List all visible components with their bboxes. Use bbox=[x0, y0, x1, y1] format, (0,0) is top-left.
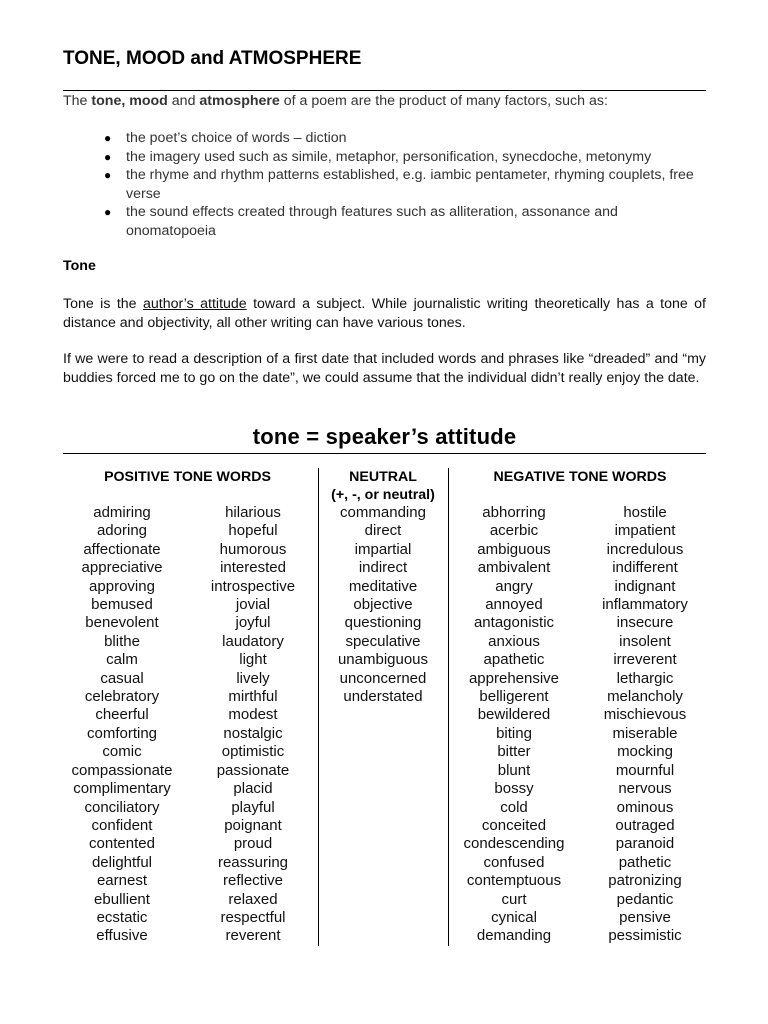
tone-word: angry bbox=[495, 577, 533, 595]
tone-word: jovial bbox=[235, 596, 271, 614]
tone-word: lively bbox=[236, 669, 270, 687]
neutral-words-column bbox=[318, 504, 448, 706]
tone-word: reassuring bbox=[217, 853, 289, 871]
tone-word: insolent bbox=[619, 632, 671, 650]
tone-word: paranoid bbox=[615, 835, 675, 853]
page-title: TONE, MOOD and ATMOSPHERE bbox=[63, 48, 362, 69]
list-item: ● the rhyme and rhythm patterns established, e.g. iambic pentameter, rhyming couplets, free verse bbox=[104, 167, 694, 202]
tone-word: ebullient bbox=[94, 890, 150, 908]
tone-word: melancholy bbox=[607, 688, 683, 706]
tone-word: ambivalent bbox=[477, 559, 551, 577]
tone-word: confused bbox=[483, 853, 545, 871]
tone-word: anxious bbox=[488, 632, 540, 650]
tone-word: demanding bbox=[476, 927, 552, 945]
tone-word: curt bbox=[501, 890, 527, 908]
tone-word: calm bbox=[106, 651, 138, 669]
tone-equation-heading: tone = speaker’s attitude bbox=[252, 424, 517, 449]
tone-word: apprehensive bbox=[468, 669, 560, 687]
tone-word: speculative bbox=[345, 632, 421, 650]
tone-word: appreciative bbox=[81, 559, 163, 577]
tone-word: proud bbox=[233, 835, 273, 853]
tone-word: indirect bbox=[358, 559, 408, 577]
tone-word: conceited bbox=[481, 816, 547, 834]
tone-word: blithe bbox=[104, 632, 140, 650]
tone-word: understated bbox=[343, 688, 423, 706]
tone-word: affectionate bbox=[83, 540, 161, 558]
tone-word: incredulous bbox=[606, 540, 684, 558]
authors-attitude-term: author’s attitude bbox=[142, 296, 247, 312]
tone-word: direct bbox=[364, 522, 402, 540]
tone-word: belligerent bbox=[479, 688, 549, 706]
tone-word: casual bbox=[100, 669, 144, 687]
tone-word: compassionate bbox=[71, 761, 173, 779]
tone-word: playful bbox=[231, 798, 275, 816]
title-divider bbox=[63, 90, 706, 91]
tone-word: earnest bbox=[96, 872, 148, 890]
tone-word: approving bbox=[89, 577, 155, 595]
tone-word: contemptuous bbox=[466, 872, 562, 890]
tone-word: impatient bbox=[614, 522, 676, 540]
tone-word: indignant bbox=[614, 577, 676, 595]
tone-word: reverent bbox=[225, 927, 281, 945]
factor-list bbox=[63, 129, 706, 240]
tone-word: cheerful bbox=[95, 706, 149, 724]
tone-word: biting bbox=[496, 724, 532, 742]
tone-word: reflective bbox=[222, 872, 284, 890]
tone-word: questioning bbox=[344, 614, 422, 632]
tone-word: annoyed bbox=[485, 596, 543, 614]
tone-word: bossy bbox=[494, 780, 534, 798]
tone-word: introspective bbox=[210, 577, 296, 595]
tone-word: lethargic bbox=[616, 669, 674, 687]
tone-word: miserable bbox=[612, 724, 678, 742]
tone-word: bemused bbox=[91, 596, 153, 614]
tone-word: unambiguous bbox=[337, 651, 429, 669]
tone-word: pessimistic bbox=[608, 927, 682, 945]
tone-word: nostalgic bbox=[223, 724, 283, 742]
tone-word: ominous bbox=[616, 798, 674, 816]
tone-word: hopeful bbox=[228, 522, 278, 540]
tone-word: irreverent bbox=[613, 651, 677, 669]
tone-word: insecure bbox=[616, 614, 674, 632]
positive-header: POSITIVE TONE WORDS bbox=[104, 469, 271, 485]
tone-word: admiring bbox=[93, 504, 151, 521]
tone-word: light bbox=[239, 651, 267, 669]
bullet-icon: ● bbox=[104, 131, 112, 145]
first-date-example-paragraph: If we were to read a description of a first date that included words and phrases like “dreaded” and “my buddies forced me to go on the date”, we could assume that the individual didn’t really enjoy the date. bbox=[63, 351, 706, 386]
tone-word: pensive bbox=[619, 908, 671, 926]
tone-word: mischievous bbox=[603, 706, 687, 724]
negative-words-column-1 bbox=[452, 504, 576, 946]
list-item: ● the imagery used such as simile, metaphor, personification, synecdoche, metonymy bbox=[104, 148, 652, 165]
tone-word: pedantic bbox=[616, 890, 674, 908]
bullet-icon: ● bbox=[104, 168, 112, 182]
intro-paragraph bbox=[63, 92, 706, 111]
tone-word: comic bbox=[102, 743, 142, 761]
tone-word: confident bbox=[91, 816, 153, 834]
tone-word: delightful bbox=[91, 853, 153, 871]
tone-word: ecstatic bbox=[96, 908, 148, 926]
tone-word: humorous bbox=[219, 540, 287, 558]
intro-bold-atmosphere: atmosphere bbox=[199, 93, 280, 109]
tone-word: outraged bbox=[615, 816, 675, 834]
equation-divider bbox=[63, 453, 706, 454]
tone-word: passionate bbox=[216, 761, 290, 779]
tone-word: abhorring bbox=[482, 504, 546, 521]
tone-word: benevolent bbox=[85, 614, 159, 632]
tone-word: respectful bbox=[220, 908, 286, 926]
positive-words-column-2 bbox=[193, 504, 313, 946]
tone-word: blunt bbox=[497, 761, 531, 779]
tone-word: contented bbox=[89, 835, 155, 853]
tone-word: cynical bbox=[491, 908, 537, 926]
tone-word: conciliatory bbox=[84, 798, 160, 816]
tone-word: optimistic bbox=[221, 743, 285, 761]
negative-words-column-2 bbox=[584, 504, 706, 946]
tone-word: impartial bbox=[354, 540, 412, 558]
tone-word: acerbic bbox=[489, 522, 539, 540]
tone-word: objective bbox=[353, 596, 413, 614]
tone-word: unconcerned bbox=[339, 669, 427, 687]
bullet-icon: ● bbox=[104, 149, 112, 164]
tone-word: antagonistic bbox=[473, 614, 555, 632]
tone-word: mocking bbox=[617, 743, 673, 761]
tone-word: pathetic bbox=[618, 853, 672, 871]
tone-word: commanding bbox=[340, 504, 426, 521]
tone-word: modest bbox=[228, 706, 278, 724]
tone-word: patronizing bbox=[608, 872, 682, 890]
column-divider-right bbox=[448, 468, 449, 946]
bullet-icon: ● bbox=[104, 205, 112, 219]
tone-word: celebratory bbox=[84, 688, 160, 706]
tone-word: hilarious bbox=[225, 504, 281, 521]
negative-header: NEGATIVE TONE WORDS bbox=[493, 469, 667, 485]
intro-bold-tone-mood: tone, mood bbox=[91, 93, 168, 109]
tone-word: condescending bbox=[463, 835, 565, 853]
tone-word: hostile bbox=[623, 504, 667, 521]
tone-word: comforting bbox=[86, 724, 158, 742]
tone-word: relaxed bbox=[228, 890, 278, 908]
tone-word: adoring bbox=[96, 522, 148, 540]
tone-word: ambiguous bbox=[477, 540, 551, 558]
list-item: ● the sound effects created through features such as alliteration, assonance and onomatopoeia bbox=[104, 204, 618, 239]
tone-word: indifferent bbox=[612, 559, 678, 577]
tone-word: mournful bbox=[615, 761, 675, 779]
positive-words-column-1 bbox=[63, 504, 181, 946]
tone-word: bewildered bbox=[477, 706, 551, 724]
tone-word: cold bbox=[500, 798, 528, 816]
tone-definition-paragraph: Tone is the author’s attitude toward a subject. While journalistic writing theoretically has a tone of distance and objectivity, all other writing can have various tones. bbox=[63, 296, 707, 331]
list-item: ● the poet’s choice of words – diction bbox=[104, 130, 347, 146]
neutral-subheader: (+, -, or neutral) bbox=[331, 487, 435, 503]
tone-word: meditative bbox=[348, 577, 418, 595]
intro-text: The bbox=[63, 93, 92, 109]
tone-word: laudatory bbox=[222, 632, 284, 650]
tone-word: apathetic bbox=[483, 651, 545, 669]
tone-word: mirthful bbox=[228, 688, 278, 706]
intro-text: and bbox=[167, 93, 200, 109]
tone-word: inflammatory bbox=[602, 596, 688, 614]
tone-word: joyful bbox=[235, 614, 271, 632]
tone-word: bitter bbox=[497, 743, 531, 761]
section-heading-tone: Tone bbox=[63, 258, 96, 274]
tone-word: nervous bbox=[618, 780, 672, 798]
tone-word: poignant bbox=[224, 816, 282, 834]
neutral-header: NEUTRAL bbox=[349, 469, 417, 485]
intro-text: of a poem are the product of many factors, such as: bbox=[279, 93, 608, 109]
tone-word: complimentary bbox=[73, 780, 171, 798]
tone-word: interested bbox=[220, 559, 286, 577]
tone-word: placid bbox=[233, 780, 273, 798]
tone-word: effusive bbox=[96, 927, 148, 945]
